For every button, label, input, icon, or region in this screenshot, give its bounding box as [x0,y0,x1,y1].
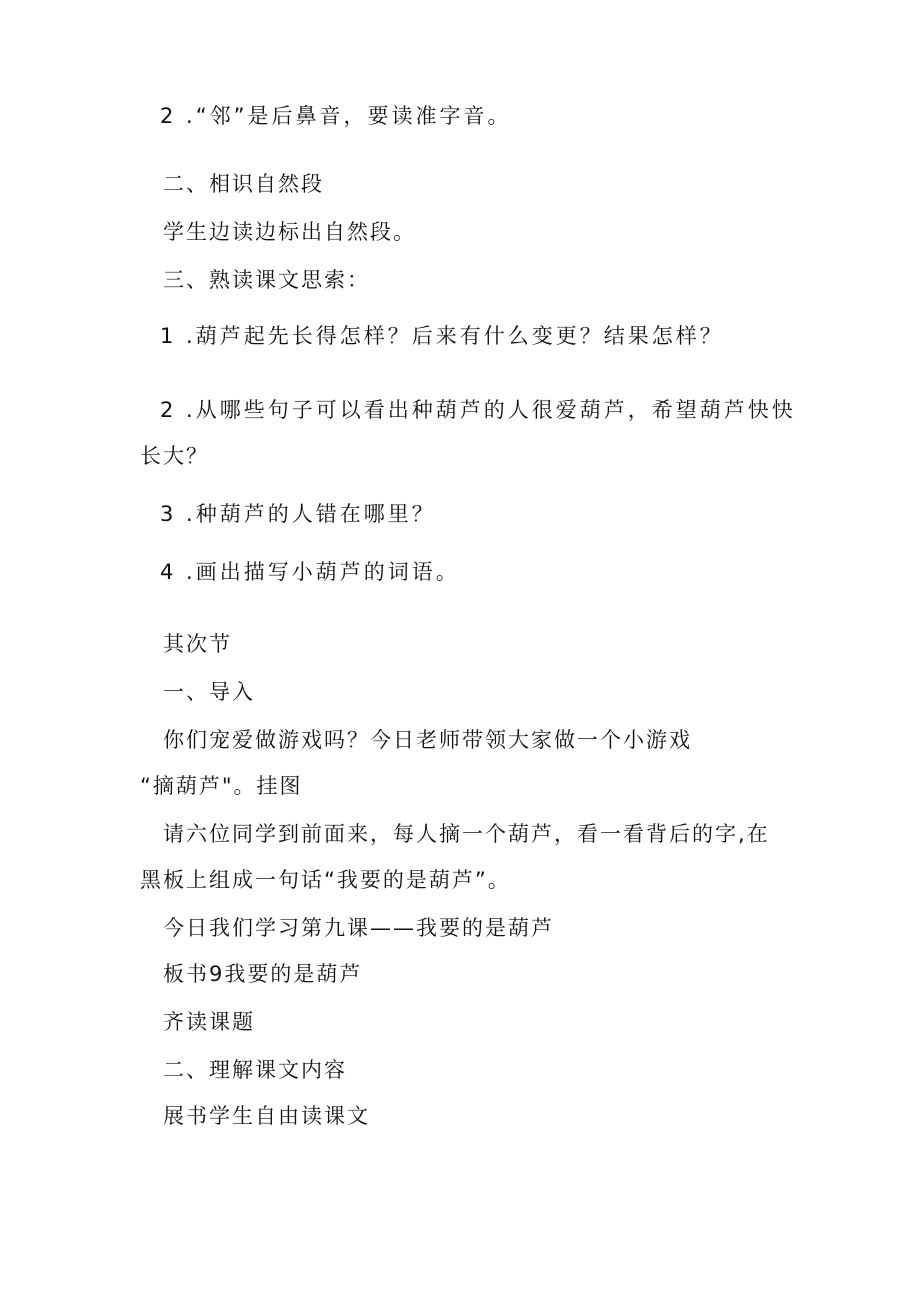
read-title: 齐读课题 [163,1010,255,1034]
activity-text-continued: 黑板上组成一句话“我要的是葫芦”。 [140,868,511,892]
section-heading-understanding: 二、理解课文内容 [163,1058,347,1082]
intro-text-continued: “摘葫芦"。挂图 [140,774,303,798]
question-1: 1 .葫芦起先长得怎样？后来有什么变更？结果怎样？ [160,324,724,348]
paragraph-instruction: 学生边读边标出自然段。 [163,220,416,244]
lesson-part-heading: 其次节 [163,632,232,656]
free-reading: 展书学生自由读课文 [163,1104,370,1128]
question-2: 2 .从哪些句子可以看出种葫芦的人很爱葫芦，希望葫芦快快 [160,398,796,422]
section-heading-paragraphs: 二、相识自然段 [163,172,324,196]
section-heading-reading: 三、熟读课文思索： [163,268,370,292]
question-3: 3 .种葫芦的人错在哪里？ [160,502,436,526]
activity-text: 请六位同学到前面来，每人摘一个葫芦，看一看背后的字,在 [163,822,770,846]
question-2-continued: 长大？ [140,444,209,468]
section-heading-intro: 一、导入 [163,680,255,704]
lesson-topic: 今日我们学习第九课——我要的是葫芦 [163,916,554,940]
intro-text: 你们宠爱做游戏吗？今日老师带领大家做一个小游戏 [163,728,692,752]
question-4: 4 .画出描写小葫芦的词语。 [160,560,460,584]
blackboard-title: 板书9我要的是葫芦 [163,962,363,986]
review-point-2: 2 .“邻”是后鼻音，要读准字音。 [160,104,512,128]
